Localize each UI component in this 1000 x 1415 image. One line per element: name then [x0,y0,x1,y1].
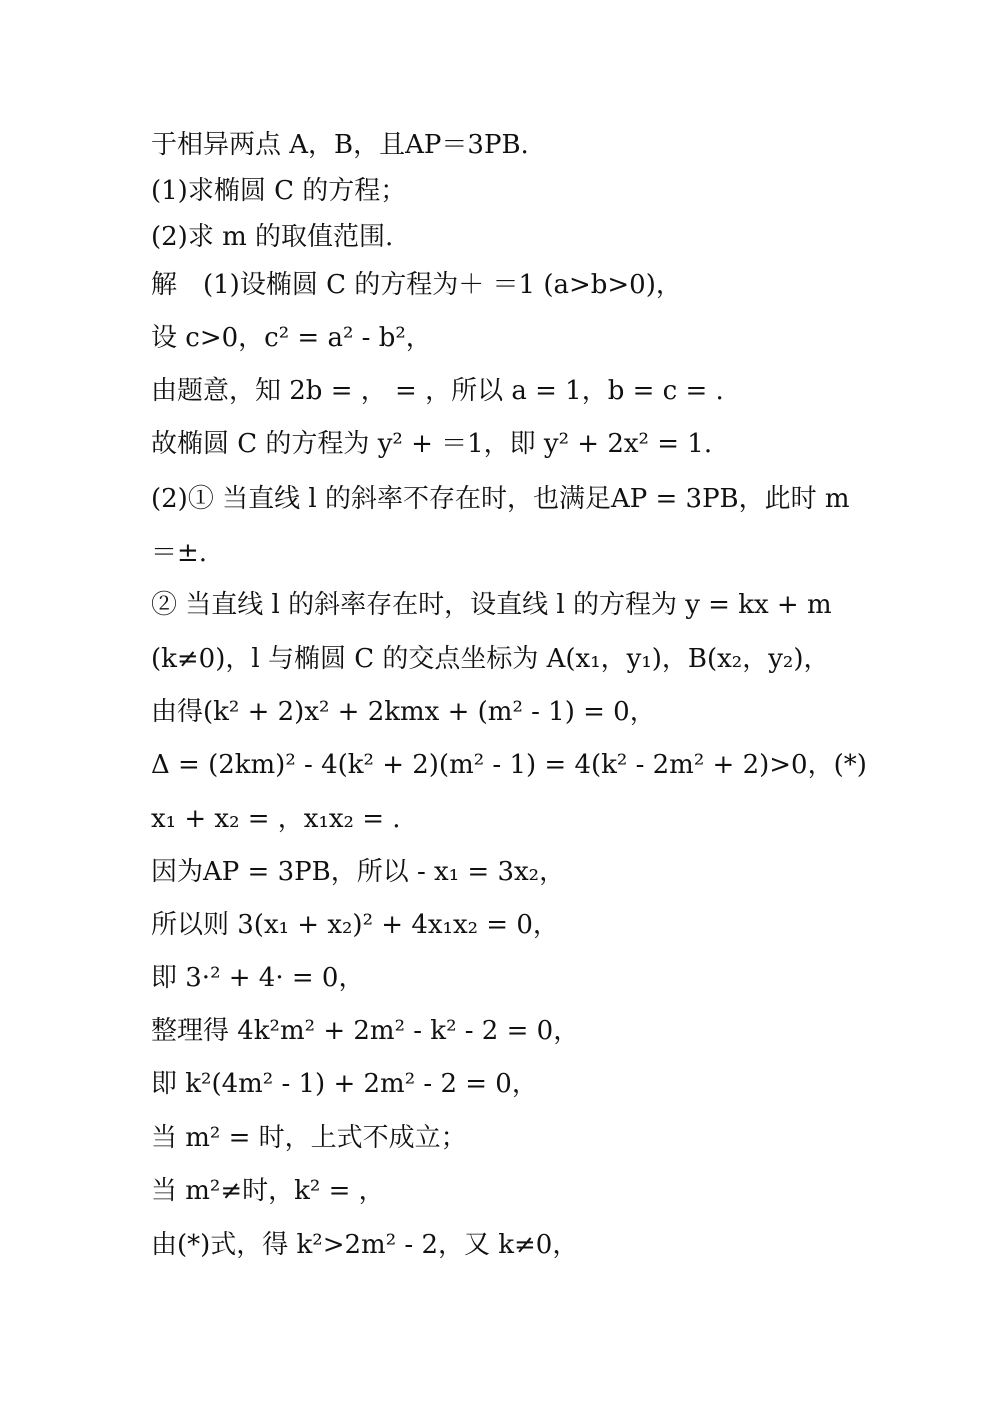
text-line: ② 当直线 l 的斜率存在时，设直线 l 的方程为 y = kx + m [151,590,832,620]
text-line: ＝±. [151,538,208,568]
text-line: 因为AP = 3PB，所以 - x₁ = 3x₂， [151,857,566,887]
text-line: Δ = (2km)² - 4(k² + 2)(m² - 1) = 4(k² - 2m² + 2)>0，(*) [151,750,867,780]
text-line: x₁ + x₂ = ，x₁x₂ = . [151,804,401,834]
text-line: (2)① 当直线 l 的斜率不存在时，也满足AP = 3PB，此时 m [151,484,850,514]
text-line: 由题意，知 2b = ， = ，所以 a = 1，b = c = . [151,376,724,406]
text-line: 当 m² = 时，上式不成立； [151,1123,467,1153]
text-line: 于相异两点 A，B，且AP＝3PB. [151,130,529,160]
text-line: 由得(k² + 2)x² + 2kmx + (m² - 1) = 0， [151,697,656,727]
text-line: (k≠0)，l 与椭圆 C 的交点坐标为 A(x₁，y₁)，B(x₂，y₂)， [151,644,830,674]
text-line: 当 m²≠时，k² = ， [151,1176,385,1206]
text-line: 由(*)式，得 k²>2m² - 2，又 k≠0， [151,1230,579,1260]
text-line: (1)求椭圆 C 的方程； [151,176,407,206]
text-line: 整理得 4k²m² + 2m² - k² - 2 = 0， [151,1016,580,1046]
text-line: 解 (1)设椭圆 C 的方程为＋ ＝1 (a>b>0)， [151,270,682,300]
text-line: 所以则 3(x₁ + x₂)² + 4x₁x₂ = 0， [151,910,559,940]
text-line: 设 c>0，c² = a² - b²， [151,323,432,353]
text-line: 故椭圆 C 的方程为 y² + ＝1，即 y² + 2x² = 1. [151,429,713,459]
text-line: 即 k²(4m² - 1) + 2m² - 2 = 0， [151,1069,538,1099]
text-line: 即 3·² + 4· = 0， [151,963,365,993]
text-line: (2)求 m 的取值范围. [151,222,394,252]
